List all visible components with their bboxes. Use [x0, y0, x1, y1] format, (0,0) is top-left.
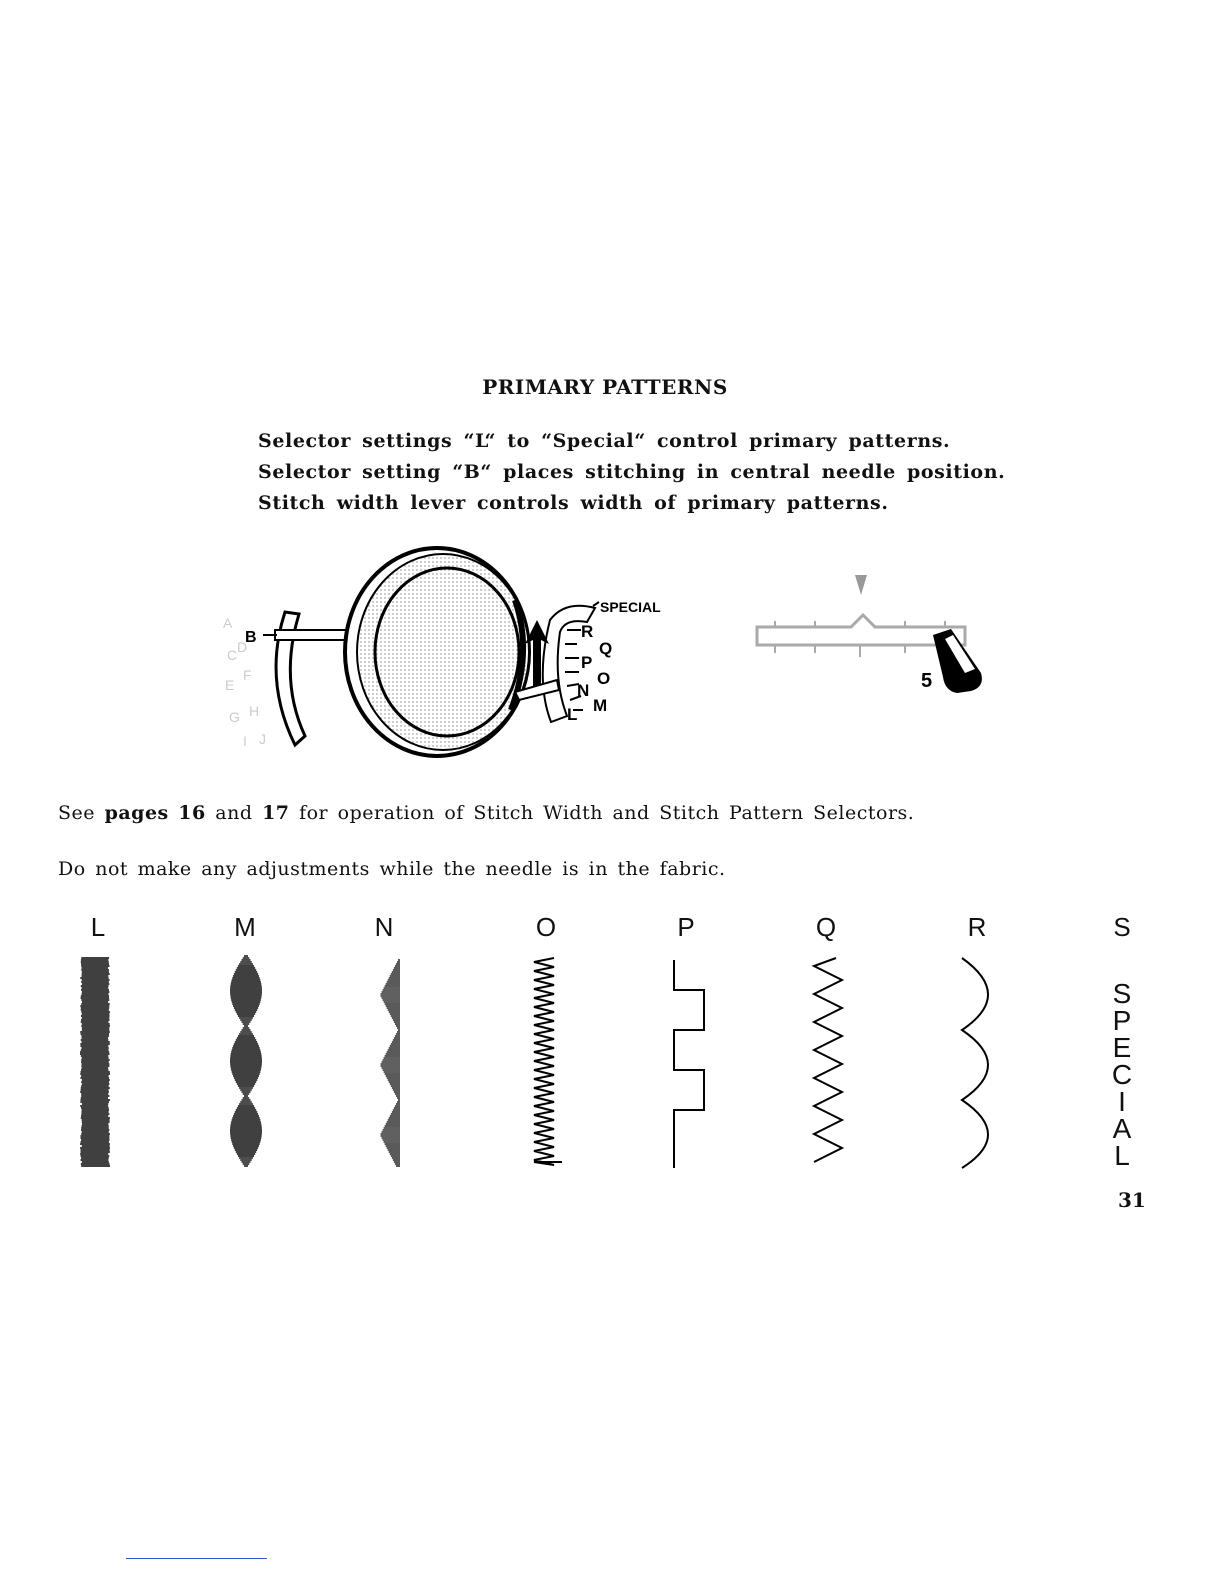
see-suffix: for operation of Stitch Width and Stitch Pattern Selectors. [299, 802, 915, 824]
svg-text:F: F [243, 667, 252, 683]
special-letter-c: C [1111, 1059, 1133, 1090]
special-letter-l: L [1114, 1140, 1130, 1171]
page-ref-b: 17 [262, 802, 290, 824]
svg-text:E: E [225, 677, 235, 693]
dial-label-l: L [567, 705, 578, 724]
page-title: PRIMARY PATTERNS [482, 375, 728, 399]
special-letter-e: E [1112, 1032, 1132, 1063]
footnote-divider [126, 1558, 267, 1559]
svg-text:I: I [243, 733, 247, 749]
pattern-letter-p: P [677, 912, 695, 942]
stitch-pattern-o [526, 950, 570, 1172]
page-ref-a: 16 [178, 802, 206, 824]
svg-text:G: G [229, 709, 240, 725]
stitch-pattern-l [78, 950, 114, 1172]
pattern-letter-r: R [967, 912, 987, 942]
pattern-letter-n: N [374, 912, 394, 942]
special-letter-a: A [1112, 1113, 1132, 1144]
stitch-pattern-p [664, 950, 714, 1172]
warning-text: Do not make any adjustments while the needle is in the fabric. [58, 858, 726, 880]
svg-text:H: H [249, 703, 260, 719]
svg-text:J: J [259, 731, 266, 747]
lever-label-5: 5 [921, 670, 933, 692]
see-prefix: See [58, 802, 96, 824]
pattern-letter-s: S [1113, 912, 1131, 942]
stitch-pattern-m [226, 950, 266, 1172]
pattern-letter-l: L [90, 912, 106, 942]
page-number: 31 [1118, 1188, 1146, 1212]
dial-label-b: B [245, 629, 257, 646]
pattern-letter-m: M [234, 912, 256, 942]
stitch-pattern-q [806, 950, 852, 1172]
svg-text:A: A [223, 615, 233, 631]
stitch-width-lever-illustration [745, 565, 1005, 715]
special-letter-p: P [1112, 1005, 1132, 1036]
special-letter-i: I [1118, 1086, 1126, 1117]
pages-word: pages [104, 802, 169, 824]
intro-text [258, 430, 1018, 523]
special-vertical-label [1102, 980, 1142, 1169]
dial-label-o: O [597, 669, 611, 688]
svg-text:D: D [237, 639, 248, 655]
pattern-letter-o: O [535, 912, 557, 942]
special-letter-s: S [1112, 978, 1132, 1009]
stitch-pattern-n [364, 950, 410, 1172]
pattern-letter-q: Q [815, 912, 837, 942]
dial-label-q: Q [599, 639, 613, 658]
see-pages-text [58, 802, 1158, 824]
intro-line-2: Selector setting “B“ places stitching in central needle position. [258, 461, 1006, 483]
dial-label-special: SPECIAL [600, 599, 661, 615]
dial-label-r: R [581, 622, 594, 641]
svg-text:C: C [227, 647, 238, 663]
pattern-selector-dial-illustration [215, 540, 675, 765]
intro-line-3: Stitch width lever controls width of primary patterns. [258, 492, 889, 514]
intro-line-1: Selector settings “L“ to “Special“ control primary patterns. [258, 430, 951, 452]
dial-label-n: N [577, 681, 590, 700]
stitch-pattern-r [954, 950, 1004, 1172]
and-word: and [215, 802, 253, 824]
dial-label-p: P [581, 653, 593, 672]
dial-label-m: M [593, 696, 608, 715]
